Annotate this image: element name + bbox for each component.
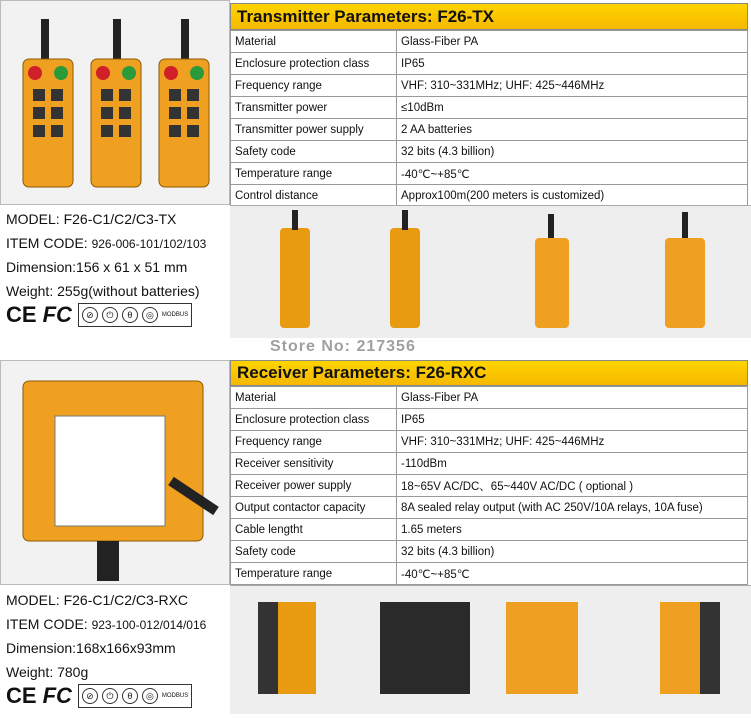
param-value: VHF: 310~331MHz; UHF: 425~446MHz <box>397 431 748 453</box>
store-watermark: Store No: 217356 <box>270 338 416 355</box>
transmitter-weight: Weight: 255g(without batteries) <box>6 283 200 299</box>
param-row <box>231 185 748 207</box>
transmitter-item-code: ITEM CODE: 926-006-101/102/103 <box>6 235 207 251</box>
receiver-model-info <box>0 588 230 708</box>
receiver-box-illustration <box>1 361 229 584</box>
fc-mark-icon: FC <box>42 683 72 708</box>
param-row <box>231 141 748 163</box>
param-value: 18~65V AC/DC、65~440V AC/DC ( optional ) <box>397 475 748 497</box>
temperature-icon: θ <box>122 688 138 704</box>
ip-icon: ◎ <box>142 688 158 704</box>
receiver-item-code: ITEM CODE: 923-100-012/014/016 <box>6 616 207 632</box>
receiver-product-image <box>0 360 230 585</box>
param-value: 2 AA batteries <box>397 119 748 141</box>
power-icon: ⏻ <box>102 688 118 704</box>
ip-icon: ◎ <box>142 307 158 323</box>
transmitter-params-table <box>230 30 748 207</box>
param-label: Enclosure protection class <box>231 53 397 75</box>
transmitter-remotes-illustration <box>1 1 229 204</box>
param-value: Approx100m(200 meters is customized) <box>397 185 748 207</box>
transmitter-parameters-title: Transmitter Parameters: F26-TX <box>230 3 748 30</box>
param-label: Temperature range <box>231 163 397 185</box>
power-icon: ⏻ <box>102 307 118 323</box>
receiver-parameters-title: Receiver Parameters: F26-RXC <box>230 360 748 386</box>
param-label: Transmitter power <box>231 97 397 119</box>
param-label: Safety code <box>231 141 397 163</box>
param-row <box>231 53 748 75</box>
param-value: ≤10dBm <box>397 97 748 119</box>
transmitter-product-image <box>0 0 230 205</box>
param-row <box>231 75 748 97</box>
receiver-weight: Weight: 780g <box>6 664 89 680</box>
param-label: Frequency range <box>231 431 397 453</box>
param-row <box>231 97 748 119</box>
param-value: 32 bits (4.3 billion) <box>397 541 748 563</box>
modbus-label: MODBUS <box>161 312 189 318</box>
fc-mark-icon: FC <box>42 302 72 327</box>
param-label: Frequency range <box>231 75 397 97</box>
receiver-photos-illustration <box>230 586 751 714</box>
receiver-params-table <box>230 386 748 585</box>
modbus-label: MODBUS <box>161 693 189 699</box>
param-label: Control distance <box>231 185 397 207</box>
transmitter-photo-strip <box>230 205 751 339</box>
param-value: Glass-Fiber PA <box>397 31 748 53</box>
no-fire-icon: ⊘ <box>82 307 98 323</box>
param-value: VHF: 310~331MHz; UHF: 425~446MHz <box>397 75 748 97</box>
receiver-section <box>0 352 751 713</box>
param-label: Material <box>231 387 397 409</box>
certification-icons <box>78 684 192 708</box>
param-row <box>231 387 748 409</box>
param-row <box>231 541 748 563</box>
param-label: Safety code <box>231 541 397 563</box>
param-value: -110dBm <box>397 453 748 475</box>
transmitter-photos-illustration <box>230 206 751 339</box>
param-value: IP65 <box>397 409 748 431</box>
param-row <box>231 497 748 519</box>
transmitter-model-info <box>0 207 230 327</box>
param-row <box>231 475 748 497</box>
ce-mark-icon: CE <box>6 683 37 708</box>
param-value: IP65 <box>397 53 748 75</box>
param-label: Enclosure protection class <box>231 409 397 431</box>
no-fire-icon: ⊘ <box>82 688 98 704</box>
param-value: -40℃~+85℃ <box>397 563 748 585</box>
param-value: 32 bits (4.3 billion) <box>397 141 748 163</box>
receiver-photo-strip <box>230 585 751 714</box>
param-value: 8A sealed relay output (with AC 250V/10A relays, 10A fuse) <box>397 497 748 519</box>
param-row <box>231 453 748 475</box>
transmitter-model: MODEL: F26-C1/C2/C3-TX <box>6 211 177 227</box>
receiver-dimension: Dimension:168x166x93mm <box>6 640 176 656</box>
param-row <box>231 119 748 141</box>
transmitter-cert-row <box>0 303 230 327</box>
transmitter-section <box>0 0 751 338</box>
param-label: Output contactor capacity <box>231 497 397 519</box>
temperature-icon: θ <box>122 307 138 323</box>
param-label: Receiver power supply <box>231 475 397 497</box>
param-label: Receiver sensitivity <box>231 453 397 475</box>
transmitter-dimension: Dimension:156 x 61 x 51 mm <box>6 259 188 275</box>
param-label: Material <box>231 31 397 53</box>
param-label: Temperature range <box>231 563 397 585</box>
param-value: Glass-Fiber PA <box>397 387 748 409</box>
param-row <box>231 31 748 53</box>
param-label: Transmitter power supply <box>231 119 397 141</box>
param-row <box>231 431 748 453</box>
param-row <box>231 163 748 185</box>
param-value: 1.65 meters <box>397 519 748 541</box>
param-value: -40℃~+85℃ <box>397 163 748 185</box>
param-row <box>231 563 748 585</box>
param-row <box>231 409 748 431</box>
receiver-cert-row <box>0 684 230 708</box>
param-row <box>231 519 748 541</box>
param-label: Cable lengtht <box>231 519 397 541</box>
receiver-model: MODEL: F26-C1/C2/C3-RXC <box>6 592 189 608</box>
certification-icons <box>78 303 192 327</box>
ce-mark-icon: CE <box>6 302 37 327</box>
